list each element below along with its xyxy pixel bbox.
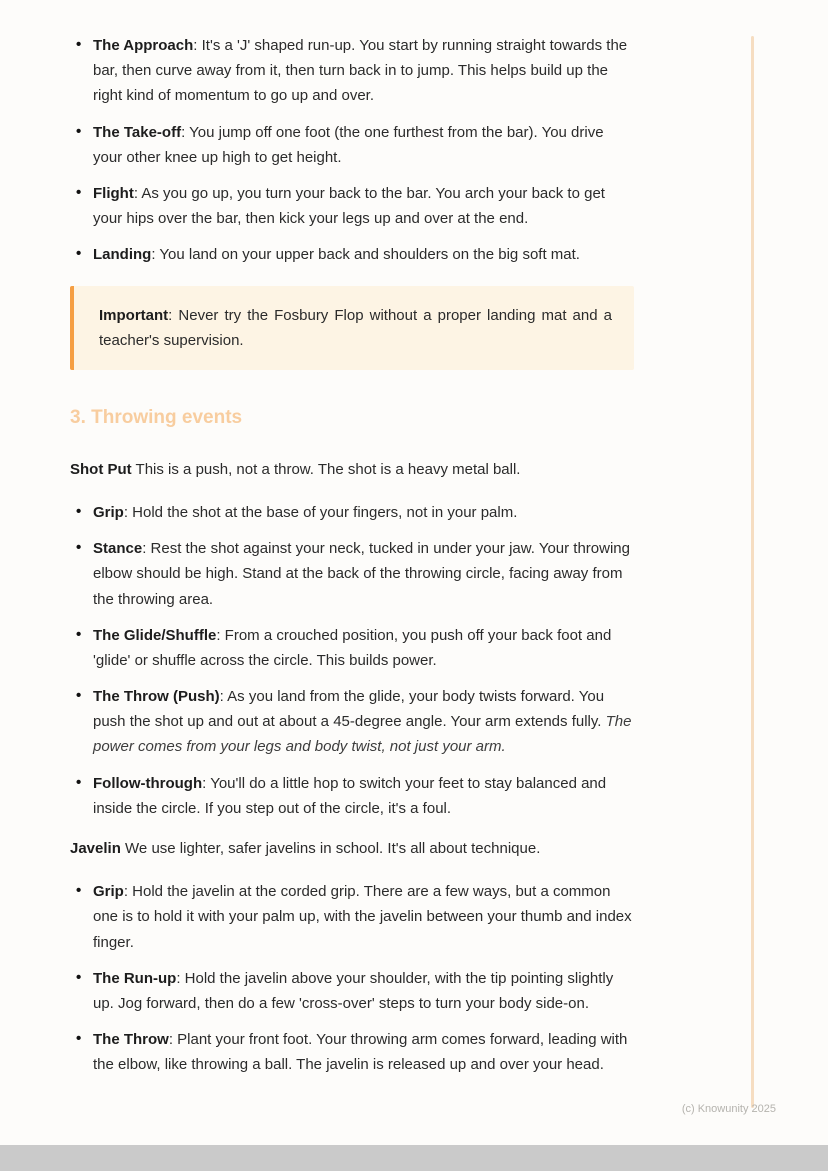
bullet-label: Grip [93, 503, 124, 521]
shot-put-list [70, 500, 636, 821]
bullet-text: : You'll do a little hop to switch your feet to stay balanced and inside the circle. If you step out of the circle, it's a foul. [93, 774, 607, 817]
bullet-label: Stance [93, 540, 143, 558]
bullet-label: The Throw (Push) [93, 688, 220, 706]
list-item [70, 771, 636, 821]
list-item [70, 1027, 636, 1077]
important-callout [70, 286, 634, 370]
bullet-text: : Plant your front foot. Your throwing arm comes forward, leading with the elbow, like throwing a ball. The javelin is released up and over your head. [93, 1031, 628, 1074]
watermark: (c) Knowunity 2025 [681, 1103, 776, 1115]
bullet-label: Landing [93, 246, 152, 264]
bullet-text: : As you land from the glide, your body twists forward. You push the shot up and out at about a 45-degree angle. Your arm extends fully. [93, 688, 606, 731]
list-item [70, 242, 636, 267]
document-content [70, 0, 636, 1078]
javelin-label: Javelin [70, 840, 121, 858]
callout-label: Important [99, 306, 169, 324]
shot-put-intro [70, 457, 636, 482]
bullet-text: : You land on your upper back and shoulders on the big soft mat. [151, 246, 580, 264]
shot-put-label: Shot Put [70, 460, 132, 478]
bullet-label: Flight [93, 184, 134, 202]
list-item [70, 33, 636, 109]
shot-put-intro-text: This is a push, not a throw. The shot is a heavy metal ball. [131, 460, 521, 478]
bullet-label: The Approach [93, 37, 194, 54]
section-heading-throwing-events: 3. Throwing events [70, 406, 243, 428]
list-item [70, 879, 636, 955]
list-item [70, 623, 636, 673]
list-item [70, 684, 636, 760]
bullet-label: The Run-up [93, 969, 177, 987]
page-accent-line [751, 36, 754, 1108]
bullet-label: The Throw [93, 1031, 169, 1049]
bullet-text: : You jump off one foot (the one furthest from the bar). You drive your other knee up high to get height. [93, 123, 604, 166]
javelin-intro-text: We use lighter, safer javelins in school. It's all about technique. [120, 840, 541, 858]
callout-text: : Never try the Fosbury Flop without a proper landing mat and a teacher's supervision. [99, 306, 612, 349]
high-jump-technique-list [70, 33, 636, 268]
bullet-text: : Rest the shot against your neck, tucked in under your jaw. Your throwing elbow should be high. Stand at the back of the throwing circle, facing away from the throwing area. [93, 540, 630, 608]
bullet-text: : It's a 'J' shaped run-up. You start by running straight towards the bar, then curve away from it, then turn back in to jump. This helps build up the right kind of momentum to go up and over. [93, 37, 628, 105]
bullet-label: The Glide/Shuffle [93, 626, 217, 644]
list-item [70, 536, 636, 612]
bullet-italic-text: The power comes from your legs and body twist, not just your arm. [93, 713, 632, 756]
list-item [70, 966, 636, 1016]
bullet-text: : From a crouched position, you push off your back foot and 'glide' or shuffle across the circle. This builds power. [93, 626, 612, 669]
bullet-text: : Hold the javelin at the corded grip. There are a few ways, but a common one is to hold it with your palm up, with the javelin between your thumb and index finger. [93, 883, 632, 951]
bullet-label: Grip [93, 883, 124, 901]
bullet-text: : Hold the shot at the base of your fingers, not in your palm. [123, 503, 518, 521]
list-item [70, 181, 636, 231]
bullet-text: : As you go up, you turn your back to the bar. You arch your back to get your hips over the bar, then kick your legs up and over at the end. [93, 184, 605, 228]
javelin-list [70, 879, 636, 1077]
list-item [70, 500, 636, 525]
bullet-label: Follow-through [93, 774, 203, 792]
list-item [70, 120, 636, 170]
bullet-label: The Take-off [93, 123, 182, 141]
bullet-text: : Hold the javelin above your shoulder, with the tip pointing slightly up. Jog forward, then do a few 'cross-over' steps to turn your body side-on. [93, 969, 614, 1012]
javelin-intro [70, 836, 636, 861]
